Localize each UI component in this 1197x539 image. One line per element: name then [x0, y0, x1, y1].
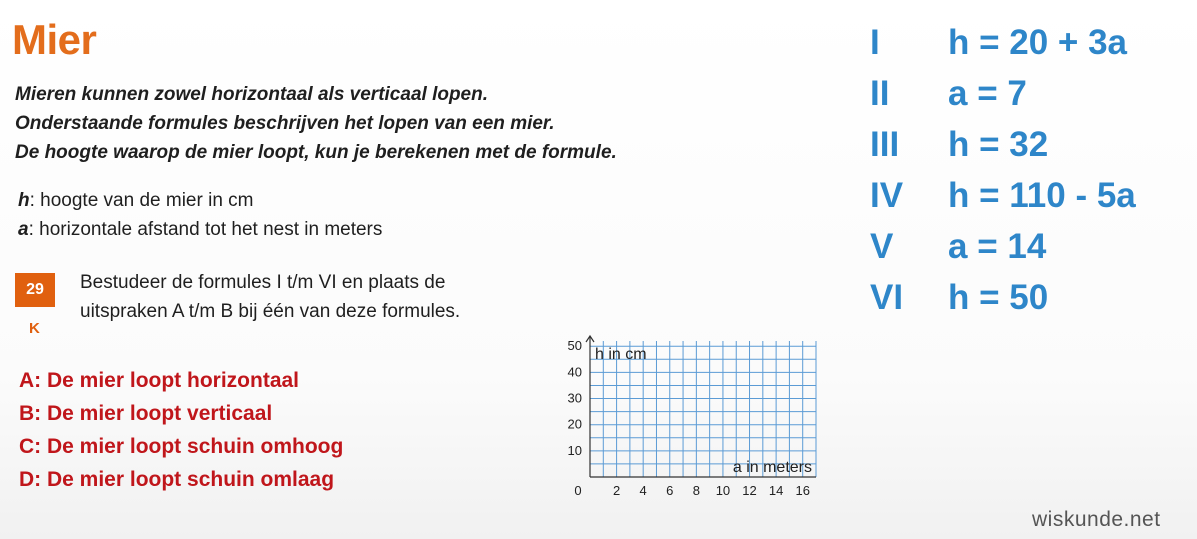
x-tick-label: 12: [742, 483, 757, 498]
x-tick-label: 10: [715, 483, 731, 498]
intro-line: Onderstaande formules beschrijven het lopen van een mier.: [15, 113, 555, 134]
intro-line: Mieren kunnen zowel horizontaal als verticaal lopen.: [15, 84, 489, 105]
formula-number: I: [870, 23, 880, 62]
statement-c: C: De mier loopt schuin omhoog: [19, 435, 344, 458]
formula-expression: h = 50: [948, 278, 1049, 317]
brand-logo-text: wiskunde.net: [1032, 508, 1161, 531]
formula-expression: h = 110 - 5a: [948, 176, 1136, 215]
variable-symbol: h: [18, 190, 30, 211]
task-line: Bestudeer de formules I t/m VI en plaats de: [80, 272, 446, 293]
statement-d: D: De mier loopt schuin omlaag: [19, 468, 335, 491]
formula-expression: h = 20 + 3a: [948, 23, 1128, 62]
statement-a: A: De mier loopt horizontaal: [19, 369, 300, 392]
task-line: uitspraken A t/m B bij één van deze formules.: [80, 301, 461, 322]
origin-label: 0: [574, 483, 582, 498]
y-tick-label: 30: [567, 390, 582, 406]
intro-line: De hoogte waarop de mier loopt, kun je berekenen met de formule.: [15, 142, 617, 163]
y-axis-label: h in cm: [595, 346, 647, 363]
y-tick-label: 20: [567, 416, 582, 432]
x-tick-label: 2: [612, 483, 621, 498]
formula-expression: h = 32: [948, 125, 1049, 164]
exercise-level-letter: K: [29, 320, 40, 337]
exercise-number-badge: 29: [15, 273, 55, 307]
y-tick-label: 50: [567, 338, 582, 354]
formula-expression: a = 14: [948, 227, 1047, 266]
exercise-task: [80, 268, 460, 326]
statements-list: [19, 364, 343, 496]
formula-number: II: [870, 74, 890, 113]
x-tick-label: 14: [768, 483, 784, 498]
formula-number: III: [870, 125, 900, 164]
y-tick-label: 10: [567, 442, 582, 458]
x-axis-label: a in meters: [732, 459, 812, 476]
variable-symbol: a: [18, 219, 29, 240]
intro-text: [15, 80, 617, 167]
formula-number: V: [870, 227, 894, 266]
formula-expression: a = 7: [948, 74, 1027, 113]
variable-description: : horizontale afstand tot het nest in meters: [28, 219, 383, 240]
formula-number: IV: [870, 176, 904, 215]
x-tick-label: 16: [795, 483, 810, 498]
variable-a: [18, 215, 382, 244]
page-title: Mier: [12, 16, 97, 63]
variable-h: [18, 186, 382, 215]
x-tick-label: 8: [692, 483, 700, 498]
x-tick-label: 4: [639, 483, 647, 498]
coordinate-grid: [560, 333, 835, 505]
y-tick-label: 40: [567, 364, 582, 380]
statement-b: B: De mier loopt verticaal: [19, 402, 273, 425]
variable-description: : hoogte van de mier in cm: [29, 190, 254, 211]
x-tick-label: 6: [666, 483, 674, 498]
formula-number: VI: [870, 278, 904, 317]
variable-definitions: [18, 186, 382, 244]
